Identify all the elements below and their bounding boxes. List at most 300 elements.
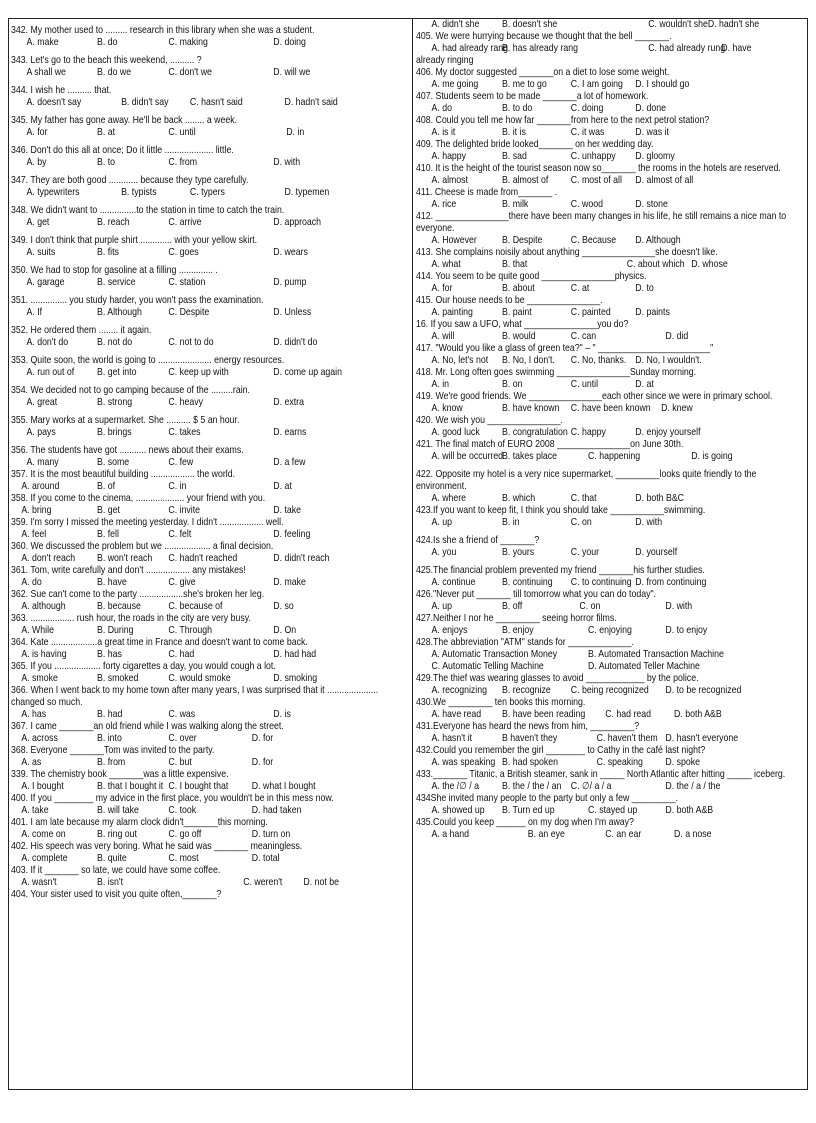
option-b[interactable]: B. would [502,331,536,342]
option-b[interactable]: B. an eye [527,829,565,840]
option-b[interactable]: B. to [97,157,116,168]
option-d[interactable]: D. whose [691,259,728,270]
option-c[interactable]: C. enjoying [588,625,632,636]
option-b[interactable]: B. didn't say [121,97,169,108]
option-b[interactable]: B. of [97,481,116,492]
option-b[interactable]: B. on [502,379,523,390]
question-q419 [416,391,805,415]
option-b[interactable]: B. recognize [502,685,551,696]
option-b[interactable]: B. to do [502,103,533,114]
option-b[interactable]: B. me to go [502,79,547,90]
option-d[interactable]: D. stone [635,199,668,210]
option-b[interactable]: B. the / the / an [502,781,562,792]
option-c[interactable]: C. typers [189,187,225,198]
option-c[interactable]: C. but [168,757,192,768]
option-d[interactable]: D. extra [273,397,304,408]
option-d[interactable]: D. in [286,127,305,138]
option-c[interactable]: C. had already rung [648,43,726,54]
option-d[interactable]: D. smoking [273,673,318,684]
question-text: 419. We're good friends. We _______________each other since we were in primary school. [416,391,773,402]
option-a[interactable]: A. across [21,733,58,744]
option-a[interactable]: A. painting [431,307,473,318]
option-a[interactable]: A. However [431,235,477,246]
option-b[interactable]: B haven't they [502,733,558,744]
option-b[interactable]: B. off [502,601,523,612]
option-a[interactable]: A. complete [21,853,68,864]
question-q364 [11,637,408,661]
option-a[interactable]: A. what [431,259,461,270]
option-d[interactable]: D. paints [635,307,670,318]
option-b[interactable]: B. have been reading [502,709,586,720]
option-b[interactable]: B. do [97,37,118,48]
option-a[interactable]: A. showed up [431,805,485,816]
option-d[interactable]: D. On [273,625,297,636]
option-a[interactable]: A. While [21,625,54,636]
option-c[interactable]: C. hasn't said [189,97,243,108]
option-c[interactable]: C. your [570,547,600,558]
option-d[interactable]: D. both A&B [674,709,722,720]
option-a[interactable]: A. make [26,37,59,48]
option-b[interactable]: B. enjoy [502,625,534,636]
option-c[interactable]: C. it was [570,127,605,138]
option-c[interactable]: C. until [570,379,599,390]
option-a[interactable]: A. for [26,127,48,138]
option-d[interactable]: D. gloomy [635,151,675,162]
option-d[interactable]: D. come up again [273,367,342,378]
option-a[interactable]: A. for [431,283,453,294]
option-c[interactable]: C. until [168,127,196,138]
option-b[interactable]: B. reach [97,217,130,228]
option-d[interactable]: D. doing [273,37,306,48]
option-a[interactable]: A shall we [26,67,66,78]
option-a[interactable]: A. don't reach [21,553,76,564]
option-a[interactable]: A. good luck [431,427,480,438]
option-c[interactable]: C. give [168,577,196,588]
question-q358 [11,493,408,517]
option-d[interactable]: D. for [251,733,274,744]
option-c[interactable]: C. speaking [596,757,643,768]
options-row [416,757,805,769]
option-c[interactable]: C. painted [570,307,611,318]
question-text: 350. We had to stop for gasoline at a filling .............. . [11,265,218,276]
option-c[interactable]: C. few [168,457,194,468]
option-b[interactable]: B. have [97,577,127,588]
option-b[interactable]: B. it is [502,127,526,138]
option-c[interactable]: C. happy [570,427,606,438]
option-d[interactable]: D. did [665,331,689,342]
option-d[interactable]: D. Although [635,235,681,246]
option-a[interactable]: A. get [26,217,50,228]
option-b[interactable]: B. Although [97,307,142,318]
option-d[interactable]: D. knew [661,403,693,414]
option-a[interactable]: A. didn't she [431,19,480,30]
option-b[interactable]: B. yours [502,547,535,558]
option-c[interactable]: C. had [168,649,195,660]
question-text: 405. We were hurrying because we thought that the bell _______. [416,31,672,42]
option-c[interactable]: C. can [570,331,597,342]
option-c[interactable]: C. I bought that [168,781,229,792]
option-c[interactable]: C. doing [570,103,604,114]
option-b[interactable]: B. at [97,127,116,138]
option-c[interactable]: C. stayed up [588,805,638,816]
option-d[interactable]: D. to enjoy [665,625,708,636]
option-c[interactable]: C. keep up with [168,367,229,378]
option-d[interactable]: D. hadn't said [284,97,338,108]
option-d[interactable]: D. No, I wouldn't. [635,355,702,366]
option-c[interactable]: C. in [168,481,187,492]
option-b[interactable]: B. that I bought it [97,781,164,792]
option-b[interactable]: B. have known [502,403,560,414]
option-a[interactable]: A. do [21,577,42,588]
option-a[interactable]: A. has [21,709,47,720]
option-a[interactable]: A. a hand [431,829,469,840]
option-d[interactable]: D. to [635,283,654,294]
options-row [11,709,408,721]
option-d[interactable]: D. enjoy yourself [635,427,701,438]
option-b[interactable]: B. almost of [502,175,549,186]
option-b[interactable]: B. service [97,277,136,288]
option-c[interactable]: C. hadn't reached [168,553,238,564]
question-text: 425.The financial problem prevented my friend _______his further studies. [416,565,705,576]
option-b[interactable]: B. some [97,457,130,468]
option-a[interactable]: A. up [431,517,452,528]
option-a[interactable]: A. almost [431,175,469,186]
option-d[interactable]: D. didn't do [273,337,318,348]
option-c[interactable]: C. goes [168,247,199,258]
option-c[interactable]: C. No, thanks. [570,355,627,366]
question-q347 [11,175,408,199]
option-b[interactable]: B. that [502,259,528,270]
option-b[interactable]: B. get [97,505,120,516]
option-b[interactable]: B. quite [97,853,127,864]
option-c[interactable]: C. from [168,157,198,168]
option-a[interactable]: A. happy [431,151,467,162]
option-b[interactable]: B. fell [97,529,119,540]
question-q404cont [416,19,805,31]
option-b[interactable]: B. continuing [502,577,553,588]
option-a[interactable]: A. will be occurred [431,451,504,462]
option-b[interactable]: B. has already rang [502,43,578,54]
options-row [11,457,408,469]
option-c[interactable]: C. have been known [570,403,651,414]
option-d[interactable]: D. both B&C [635,493,684,504]
option-d[interactable]: D. feeling [273,529,311,540]
option-d[interactable]: D. turn on [251,829,291,840]
option-b[interactable]: B. milk [502,199,529,210]
option-d[interactable]: D. approach [273,217,322,228]
option-d[interactable]: D. take [273,505,302,516]
option-d[interactable]: D. at [273,481,292,492]
question-text: 346. Don't do this all at once; Do it little .................... little. [11,145,234,156]
option-c[interactable]: C. Through [168,625,213,636]
option-c[interactable]: C. most of all [570,175,622,186]
option-a[interactable]: A. garage [26,277,65,288]
option-a[interactable]: A. the /∅ / a [431,781,480,792]
option-b[interactable]: B. During [97,625,134,636]
option-a[interactable]: A. where [431,493,467,504]
question-q409 [416,139,805,163]
option-d[interactable]: D. I should go [635,79,690,90]
option-c[interactable]: C. takes [168,427,201,438]
question-text: 421. The final match of EURO 2008 _______________on June 30th. [416,439,684,450]
option-d[interactable]: D. pump [273,277,307,288]
question-q343 [11,55,408,79]
option-b[interactable]: B. which [502,493,536,504]
question-q360 [11,541,408,565]
option-a[interactable]: A. up [431,601,452,612]
options-row [416,805,805,817]
option-d[interactable]: D. a few [273,457,306,468]
option-b[interactable]: B. into [97,733,122,744]
right-column [416,19,806,841]
option-a[interactable]: A. although [21,601,66,612]
option-b[interactable]: B. do we [97,67,132,78]
option-d[interactable]: D. didn't reach [273,553,330,564]
question-text: 344. I wish he .......... that. [11,85,112,96]
option-c[interactable]: C. wouldn't sheD. hadn't she [648,19,760,30]
option-d[interactable]: D. had had [273,649,317,660]
option-d[interactable]: D. Unless [273,307,312,318]
option-b[interactable]: B. not do [97,337,133,348]
option-b[interactable]: B. No, I don't. [502,355,555,366]
option-c[interactable]: C. ∅/ a / a [570,781,612,792]
option-c[interactable]: C. an ear [605,829,642,840]
question-text: 409. The delighted bride looked_______ on her wedding day. [416,139,654,150]
options-row [416,403,805,415]
option-a[interactable]: A. recognizing [431,685,488,696]
option-a[interactable]: A. smoke [21,673,58,684]
option-b[interactable]: B. typists [121,187,157,198]
option-c[interactable]: C. about which [626,259,685,270]
option-b[interactable]: B. from [97,757,126,768]
option-b[interactable]: B. ring out [97,829,137,840]
option-b[interactable]: B. has [97,649,122,660]
option-c[interactable]: C. haven't them [596,733,658,744]
option-c[interactable]: C. wood [570,199,603,210]
option-b[interactable]: B. fits [97,247,119,258]
option-a[interactable]: A. know [431,403,463,414]
option-d[interactable]: D. from continuing [635,577,707,588]
option-c[interactable]: C. on [570,517,592,528]
option-a[interactable]: A. by [26,157,47,168]
options-row [11,781,408,793]
option-d[interactable]: D. with [665,601,693,612]
option-a[interactable]: A. around [21,481,60,492]
option-a[interactable]: A. enjoys [431,625,468,636]
option-b[interactable]: B. brings [97,427,132,438]
option-a[interactable]: A. come on [21,829,66,840]
option-d[interactable]: D. yourself [635,547,678,558]
option-d[interactable]: D. with [635,517,663,528]
option-c[interactable]: C. was [168,709,196,720]
option-b[interactable]: B. Turn ed up [502,805,555,816]
option-d[interactable]: D. is going [691,451,733,462]
option-c[interactable]: C. heavy [168,397,203,408]
option-a[interactable]: A. take [21,805,49,816]
option-b[interactable]: B. get into [97,367,137,378]
option-d[interactable]: D. both A&B [665,805,714,816]
option-c[interactable]: C. weren't [243,877,283,888]
question-text: 363. .................. rush hour, the roads in the city are very busy. [11,613,251,624]
option-d[interactable]: D. so [273,601,294,612]
option-d[interactable]: D. is [273,709,291,720]
option-a[interactable]: A. will [431,331,455,342]
question-text: 432.Could you remember the girl ________ to Cathy in the café last night? [416,745,706,756]
option-c[interactable]: C. don't we [168,67,212,78]
option-c[interactable]: C. happening [588,451,641,462]
options-row [11,367,408,379]
option-c[interactable]: C. being recognized [570,685,649,696]
option-a[interactable]: A. If [26,307,43,318]
option-b[interactable]: B. because [97,601,141,612]
option-c[interactable]: C. Automatic Telling Machine [431,661,544,672]
option-b[interactable]: B. had spoken [502,757,559,768]
option-d[interactable]: D. will we [273,67,311,78]
option-b[interactable]: B. paint [502,307,532,318]
question-text: 418. Mr. Long often goes swimming _______________Sunday morning. [416,367,697,378]
option-c[interactable]: C. go off [168,829,202,840]
option-c[interactable]: C. on [579,601,601,612]
option-c[interactable]: C. Despite [168,307,210,318]
option-a[interactable]: A. Automatic Transaction Money [431,649,558,660]
question-text: 400. If you ________ my advice in the first place, you wouldn't be in this mess now. [11,793,334,804]
option-a[interactable]: A. is having [21,649,67,660]
option-c[interactable]: C. over [168,733,197,744]
option-d[interactable]: D. to be recognized [665,685,742,696]
option-c[interactable]: C. I am going [570,79,623,90]
question-text: 427.Neither I nor he _________ seeing horror films. [416,613,617,624]
option-a[interactable]: A. you [431,547,457,558]
option-d[interactable]: D. make [273,577,306,588]
option-b[interactable]: B. had [97,709,123,720]
question-text: 412. _______________there have been many changes in his life, he still remains a nice man to everyone. [416,211,787,234]
options-row [11,877,408,889]
option-b[interactable]: B. takes place [502,451,558,462]
option-c[interactable]: C. station [168,277,206,288]
option-c[interactable]: C. at [570,283,590,294]
option-c[interactable]: C. not to do [168,337,214,348]
option-a[interactable]: A. as [21,757,42,768]
option-c[interactable]: C. took [168,805,197,816]
option-c[interactable]: C. Because [570,235,617,246]
option-d[interactable]: D. earns [273,427,307,438]
option-d[interactable]: D. not be [303,877,339,888]
option-b[interactable]: B. Automated Transaction Machine [588,649,724,660]
option-c[interactable]: C. unhappy [570,151,616,162]
option-d[interactable]: D. wears [273,247,308,258]
options-row [416,235,805,247]
option-d[interactable]: D. had taken [251,805,302,816]
question-q403 [11,865,408,889]
option-b[interactable]: B. congratulation [502,427,568,438]
option-d[interactable]: D. a nose [674,829,712,840]
option-d[interactable]: D. have [721,43,752,54]
option-d[interactable]: D. total [251,853,280,864]
option-d[interactable]: D. the / a / the [665,781,721,792]
option-c[interactable]: C. had read [605,709,651,720]
option-c[interactable]: C. making [168,37,208,48]
question-q348 [11,205,408,229]
option-a[interactable]: A. continue [431,577,476,588]
option-d[interactable]: D. done [635,103,666,114]
question-text: 359. I'm sorry I missed the meeting yesterday. I didn't .................. well. [11,517,284,528]
option-a[interactable]: A. is it [431,127,456,138]
option-b[interactable]: B. sad [502,151,527,162]
option-d[interactable]: D. what I bought [251,781,316,792]
option-c[interactable]: C. invite [168,505,201,516]
option-a[interactable]: A. wasn't [21,877,57,888]
option-c[interactable]: C. that [570,493,597,504]
options-row [11,601,408,613]
option-c[interactable]: C. because of [168,601,223,612]
option-a[interactable]: A. had already rang [431,43,508,54]
question-text: 426."Never put _______ till tomorrow what you can do today". [416,589,656,600]
option-d[interactable]: D. almost of all [635,175,694,186]
option-a[interactable]: A. me going [431,79,479,90]
option-b[interactable]: B. doesn't she [502,19,558,30]
option-d[interactable]: D. was it [635,127,669,138]
option-a[interactable]: A. typewriters [26,187,80,198]
option-b[interactable]: B. isn't [97,877,124,888]
options-row [416,829,805,841]
options-row [11,625,408,637]
option-a[interactable]: A. suits [26,247,56,258]
option-a[interactable]: A. don't do [26,337,69,348]
option-d[interactable]: D. hasn't everyone [665,733,739,744]
option-a[interactable]: A. hasn't it [431,733,473,744]
options-row [11,247,408,259]
option-c[interactable]: C. arrive [168,217,202,228]
option-a[interactable]: A. pays [26,427,56,438]
option-a[interactable]: A. No, let's not [431,355,489,366]
option-a[interactable]: A. bring [21,505,52,516]
options-row [11,829,408,841]
option-c[interactable]: C. most [168,853,199,864]
option-d[interactable]: D. with [273,157,301,168]
option-d[interactable]: D. spoke [665,757,700,768]
question-q359 [11,517,408,541]
option-b[interactable]: B. will take [97,805,139,816]
option-c[interactable]: C. felt [168,529,192,540]
option-b[interactable]: B. about [502,283,535,294]
options-row [11,733,408,745]
left-column [11,19,409,901]
option-a[interactable]: A. have read [431,709,482,720]
option-d[interactable]: D. at [635,379,654,390]
option-b[interactable]: B. Despite [502,235,543,246]
option-b[interactable]: B. smoked [97,673,139,684]
option-d[interactable]: D. typemen [284,187,330,198]
option-d[interactable]: D. Automated Teller Machine [588,661,700,672]
option-d[interactable]: D. for [251,757,274,768]
option-a[interactable]: A. in [431,379,450,390]
option-a[interactable]: A. was speaking [431,757,496,768]
option-a[interactable]: A. many [26,457,59,468]
option-c[interactable]: C. would smoke [168,673,231,684]
option-b[interactable]: B. won't reach [97,553,153,564]
question-text-continued: already ringing [416,55,474,66]
option-a[interactable]: A. great [26,397,58,408]
option-a[interactable]: A. rice [431,199,457,210]
option-c[interactable]: C. to continuing [570,577,632,588]
option-b[interactable]: B. strong [97,397,133,408]
option-a[interactable]: A. run out of [26,367,75,378]
option-b[interactable]: B. in [502,517,520,528]
option-a[interactable]: A. I bought [21,781,64,792]
option-a[interactable]: A. do [431,103,452,114]
option-a[interactable]: A. doesn't say [26,97,82,108]
option-a[interactable]: A. feel [21,529,47,540]
